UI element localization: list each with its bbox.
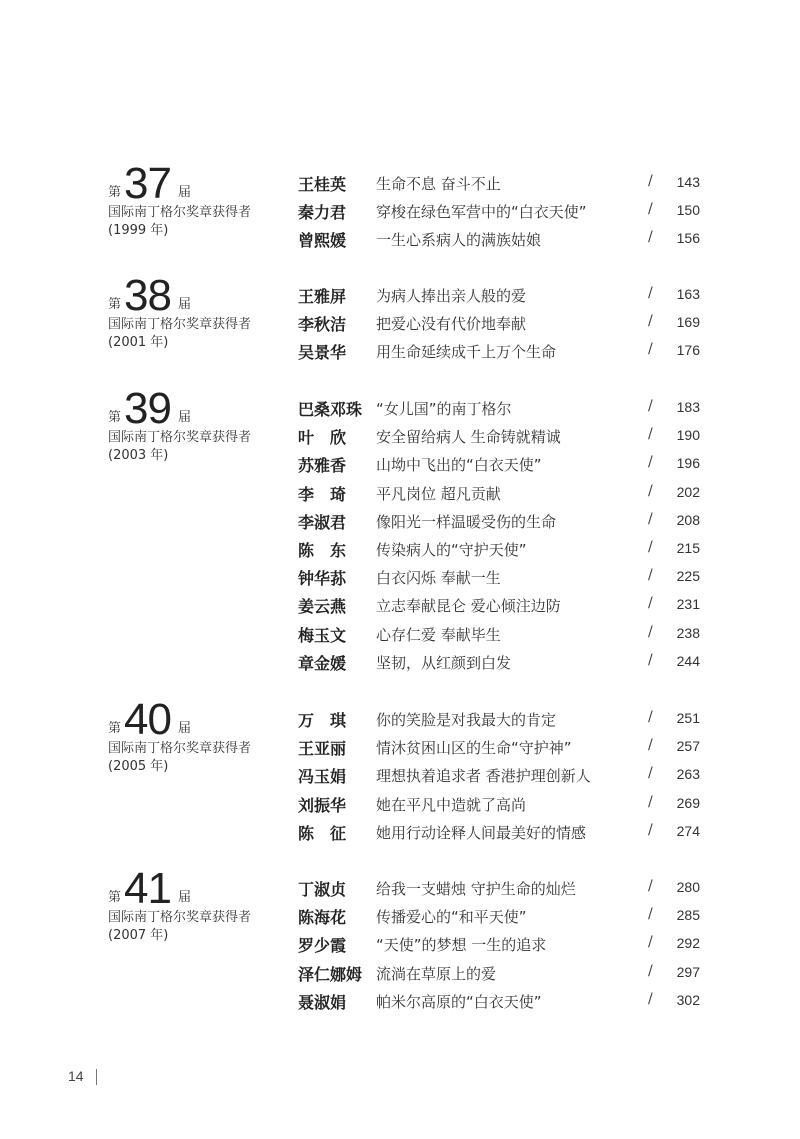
separator: / bbox=[648, 651, 653, 668]
separator: / bbox=[648, 398, 653, 414]
chapter-title: 白衣闪烁 奉献一生 bbox=[376, 569, 501, 588]
toc-entry[interactable] bbox=[298, 480, 718, 508]
nurse-name: 曾熙媛 bbox=[298, 231, 347, 251]
toc-entry[interactable] bbox=[298, 621, 718, 649]
edition-heading bbox=[108, 271, 288, 320]
page-ref: 285 bbox=[676, 907, 700, 924]
page-ref: 297 bbox=[676, 963, 700, 980]
chapter-title: 为病人捧出亲人般的爱 bbox=[376, 287, 527, 305]
chapter-title: 生命不息 奋斗不止 bbox=[376, 175, 501, 193]
page-ref: 202 bbox=[676, 483, 700, 500]
chapter-title: “女儿国”的南丁格尔 bbox=[376, 400, 512, 418]
chapter-title: 用生命延续成千上万个生命 bbox=[376, 343, 557, 362]
toc-entry[interactable] bbox=[298, 536, 718, 564]
nurse-name: 巴桑邓珠 bbox=[298, 400, 363, 419]
page-ref: 225 bbox=[676, 568, 700, 585]
chapter-title: 穿梭在绿色军营中的“白衣天使” bbox=[376, 203, 587, 222]
chapter-title: 山坳中飞出的“白衣天使” bbox=[376, 456, 542, 475]
page-ref: 190 bbox=[676, 427, 700, 444]
toc-entry[interactable] bbox=[298, 338, 718, 366]
nurse-name: 叶 欣 bbox=[298, 428, 347, 448]
nurse-name: 陈海花 bbox=[298, 908, 347, 928]
page-ref: 231 bbox=[676, 596, 700, 613]
chapter-title: “天使”的梦想 一生的追求 bbox=[376, 936, 547, 955]
chapter-title: 传染病人的“守护天使” bbox=[376, 540, 527, 559]
chapter-title: 像阳光一样温暖受伤的生命 bbox=[376, 512, 557, 531]
toc-entry[interactable] bbox=[298, 198, 718, 226]
separator: / bbox=[648, 510, 653, 527]
toc-entry[interactable] bbox=[298, 310, 718, 338]
chapter-title: 安全留给病人 生命铸就精诚 bbox=[376, 428, 561, 447]
folio-divider bbox=[96, 1069, 97, 1085]
edition-prefix: 第 bbox=[108, 721, 122, 736]
edition-heading bbox=[108, 864, 288, 913]
separator: / bbox=[648, 567, 653, 584]
chapter-title: 她在平凡中造就了高尚 bbox=[376, 795, 527, 814]
toc-entry[interactable] bbox=[298, 395, 718, 423]
edition-label bbox=[108, 696, 288, 776]
page-ref: 269 bbox=[676, 794, 700, 811]
nurse-name: 王雅屏 bbox=[298, 287, 347, 306]
page-ref: 257 bbox=[676, 738, 700, 755]
page-ref: 244 bbox=[676, 652, 700, 669]
nurse-name: 王桂英 bbox=[298, 175, 347, 194]
separator: / bbox=[648, 906, 653, 923]
toc-entry[interactable] bbox=[298, 762, 718, 790]
edition-prefix: 第 bbox=[108, 297, 122, 312]
entry-list bbox=[298, 706, 718, 847]
page-ref: 156 bbox=[676, 230, 700, 247]
nurse-name: 冯玉娟 bbox=[298, 767, 347, 787]
award-caption: 国际南丁格尔奖章获得者 bbox=[108, 317, 252, 332]
toc-entry[interactable] bbox=[298, 423, 718, 451]
award-year: (2003 年) bbox=[108, 448, 169, 463]
entry-list bbox=[298, 875, 718, 1016]
nurse-name: 秦力君 bbox=[298, 203, 347, 223]
award-year: (2007 年) bbox=[108, 928, 169, 943]
edition-label bbox=[108, 272, 288, 352]
chapter-title: 她用行动诠释人间最美好的情感 bbox=[376, 823, 587, 842]
page-ref: 196 bbox=[676, 455, 700, 472]
nurse-name: 苏雅香 bbox=[298, 456, 347, 476]
award-year: (2005 年) bbox=[108, 759, 169, 774]
edition-number: 38 bbox=[124, 271, 171, 320]
page-ref: 143 bbox=[676, 174, 700, 190]
nurse-name: 钟华荪 bbox=[298, 569, 347, 589]
edition-label bbox=[108, 385, 288, 465]
nurse-name: 陈 征 bbox=[298, 823, 347, 843]
page-number: 14 bbox=[68, 1068, 84, 1084]
edition-label bbox=[108, 160, 288, 240]
award-caption: 国际南丁格尔奖章获得者 bbox=[108, 430, 252, 445]
toc-entry[interactable] bbox=[298, 819, 718, 847]
toc-entry[interactable] bbox=[298, 960, 718, 988]
toc-entry[interactable] bbox=[298, 791, 718, 819]
separator: / bbox=[648, 737, 653, 754]
award-caption: 国际南丁格尔奖章获得者 bbox=[108, 741, 252, 756]
edition-heading bbox=[108, 159, 288, 208]
toc-entry[interactable] bbox=[298, 931, 718, 959]
edition-suffix: 届 bbox=[178, 185, 192, 200]
page-ref: 208 bbox=[676, 511, 700, 528]
page-ref: 183 bbox=[676, 399, 700, 415]
separator: / bbox=[648, 285, 653, 301]
nurse-name: 泽仁娜姆 bbox=[298, 964, 363, 984]
entry-list bbox=[298, 395, 718, 677]
chapter-title: 传播爱心的“和平天使” bbox=[376, 908, 527, 927]
page-ref: 274 bbox=[676, 822, 700, 839]
edition-number: 40 bbox=[124, 695, 171, 744]
chapter-title: 坚韧，从红颜到白发 bbox=[376, 653, 512, 672]
chapter-title: 心存仁爱 奉献毕生 bbox=[376, 625, 501, 644]
nurse-name: 罗少霞 bbox=[298, 936, 347, 956]
separator: / bbox=[648, 313, 653, 330]
toc-entry[interactable] bbox=[298, 903, 718, 931]
separator: / bbox=[648, 454, 653, 471]
chapter-title: 给我一支蜡烛 守护生命的灿烂 bbox=[376, 880, 576, 898]
chapter-title: 你的笑脸是对我最大的肯定 bbox=[376, 711, 557, 729]
separator: / bbox=[648, 990, 653, 1007]
separator: / bbox=[648, 821, 653, 838]
separator: / bbox=[648, 962, 653, 979]
page-ref: 169 bbox=[676, 314, 700, 331]
nurse-name: 李秋洁 bbox=[298, 315, 347, 335]
chapter-title: 情沐贫困山区的生命“守护神” bbox=[376, 739, 572, 758]
toc-entry[interactable] bbox=[298, 282, 718, 310]
toc-entry[interactable] bbox=[298, 734, 718, 762]
award-caption: 国际南丁格尔奖章获得者 bbox=[108, 205, 252, 220]
nurse-name: 李 琦 bbox=[298, 484, 347, 504]
separator: / bbox=[648, 426, 653, 443]
edition-prefix: 第 bbox=[108, 890, 122, 905]
nurse-name: 陈 东 bbox=[298, 540, 347, 560]
toc-entry[interactable] bbox=[298, 170, 718, 198]
nurse-name: 吴景华 bbox=[298, 343, 347, 363]
toc-entry[interactable] bbox=[298, 451, 718, 479]
separator: / bbox=[648, 793, 653, 810]
separator: / bbox=[648, 538, 653, 555]
nurse-name: 丁淑贞 bbox=[298, 880, 347, 899]
page-ref: 292 bbox=[676, 935, 700, 952]
page-ref: 238 bbox=[676, 624, 700, 641]
edition-heading bbox=[108, 384, 288, 433]
edition-suffix: 届 bbox=[178, 297, 192, 312]
separator: / bbox=[648, 201, 653, 218]
separator: / bbox=[648, 341, 653, 358]
separator: / bbox=[648, 878, 653, 894]
chapter-title: 平凡岗位 超凡贡献 bbox=[376, 484, 501, 503]
chapter-title: 帕米尔高原的“白衣天使” bbox=[376, 992, 542, 1011]
edition-label bbox=[108, 865, 288, 945]
nurse-name: 姜云燕 bbox=[298, 597, 347, 617]
page-ref: 150 bbox=[676, 202, 700, 219]
edition-suffix: 届 bbox=[178, 890, 192, 905]
toc-entry[interactable] bbox=[298, 564, 718, 592]
edition-suffix: 届 bbox=[178, 721, 192, 736]
edition-prefix: 第 bbox=[108, 185, 122, 200]
nurse-name: 刘振华 bbox=[298, 795, 347, 815]
edition-number: 39 bbox=[124, 384, 171, 433]
toc-entry[interactable] bbox=[298, 649, 718, 677]
nurse-name: 聂淑娟 bbox=[298, 992, 347, 1012]
edition-heading bbox=[108, 695, 288, 744]
separator: / bbox=[648, 934, 653, 951]
chapter-title: 流淌在草原上的爱 bbox=[376, 964, 497, 983]
edition-suffix: 届 bbox=[178, 410, 192, 425]
nurse-name: 章金媛 bbox=[298, 653, 347, 673]
edition-number: 37 bbox=[124, 159, 171, 208]
chapter-title: 立志奉献昆仑 爱心倾注边防 bbox=[376, 597, 561, 616]
nurse-name: 李淑君 bbox=[298, 512, 347, 532]
entry-list bbox=[298, 282, 718, 367]
nurse-name: 万 琪 bbox=[298, 711, 347, 730]
separator: / bbox=[648, 709, 653, 725]
toc-entry[interactable] bbox=[298, 988, 718, 1016]
page-ref: 251 bbox=[676, 710, 700, 726]
page-ref: 280 bbox=[676, 879, 700, 895]
separator: / bbox=[648, 765, 653, 782]
chapter-title: 一生心系病人的满族姑娘 bbox=[376, 231, 542, 250]
separator: / bbox=[648, 229, 653, 246]
toc-entry[interactable] bbox=[298, 875, 718, 903]
page-ref: 176 bbox=[676, 342, 700, 359]
separator: / bbox=[648, 482, 653, 499]
page-ref: 263 bbox=[676, 766, 700, 783]
chapter-title: 把爱心没有代价地奉献 bbox=[376, 315, 527, 334]
page-ref: 302 bbox=[676, 991, 700, 1008]
award-year: (1999 年) bbox=[108, 223, 169, 238]
toc-entry[interactable] bbox=[298, 508, 718, 536]
page-ref: 215 bbox=[676, 539, 700, 556]
separator: / bbox=[648, 595, 653, 612]
edition-number: 41 bbox=[124, 864, 171, 913]
edition-prefix: 第 bbox=[108, 410, 122, 425]
nurse-name: 王亚丽 bbox=[298, 739, 347, 759]
toc-entry[interactable] bbox=[298, 706, 718, 734]
award-year: (2001 年) bbox=[108, 335, 169, 350]
entry-list bbox=[298, 170, 718, 255]
nurse-name: 梅玉文 bbox=[298, 625, 347, 645]
separator: / bbox=[648, 173, 653, 189]
page-ref: 163 bbox=[676, 286, 700, 302]
toc-entry[interactable] bbox=[298, 226, 718, 254]
toc-entry[interactable] bbox=[298, 592, 718, 620]
separator: / bbox=[648, 623, 653, 640]
chapter-title: 理想执着追求者 香港护理创新人 bbox=[376, 767, 591, 786]
award-caption: 国际南丁格尔奖章获得者 bbox=[108, 910, 252, 925]
